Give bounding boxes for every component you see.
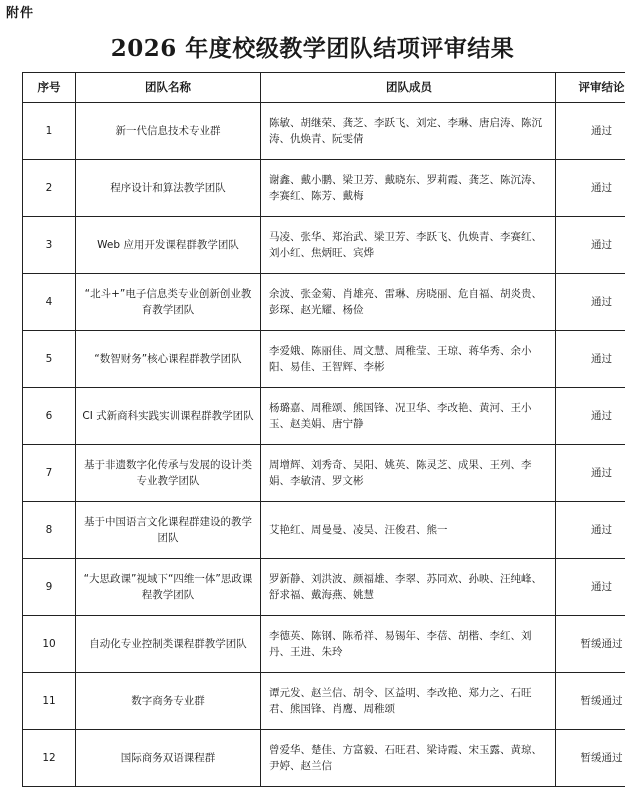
row-members: 李德英、陈钢、陈希祥、易锡年、李蓓、胡楷、李红、刘丹、王进、朱玲 [261,616,556,673]
table-row [23,730,625,787]
row-index: 8 [23,502,76,559]
row-members: 周增辉、刘秀奇、吴阳、姚英、陈灵芝、成果、王列、李娟、李敏清、罗文彬 [261,445,556,502]
row-team-name: 基于中国语言文化课程群建设的教学团队 [76,502,261,559]
row-result: 通过 [556,274,625,331]
row-index: 1 [23,103,76,160]
row-index: 12 [23,730,76,787]
row-members: 杨璐嘉、周稚颂、熊国锋、况卫华、李改艳、黄河、王小玉、赵美娟、唐宁静 [261,388,556,445]
table-row [23,217,625,274]
row-members: 谢鑫、戴小鹏、梁卫芳、戴晓东、罗莉霞、龚芝、陈沉涛、李赛红、陈芳、戴梅 [261,160,556,217]
row-index: 11 [23,673,76,730]
row-result: 通过 [556,502,625,559]
table-row [23,274,625,331]
row-index: 4 [23,274,76,331]
table-row [23,388,625,445]
row-result: 通过 [556,103,625,160]
row-team-name: “数智财务”核心课程群教学团队 [76,331,261,388]
row-result: 通过 [556,331,625,388]
row-result: 通过 [556,160,625,217]
row-index: 6 [23,388,76,445]
row-index: 3 [23,217,76,274]
row-result: 暂缓通过 [556,673,625,730]
header-team-name: 团队名称 [76,73,261,103]
header-members: 团队成员 [261,73,556,103]
row-members: 李爱娥、陈丽佳、周文慧、周稚莹、王琼、蒋华秀、余小阳、易佳、王智辉、李彬 [261,331,556,388]
row-result: 暂缓通过 [556,730,625,787]
row-result: 通过 [556,388,625,445]
attachment-label: 附件 [6,6,35,21]
header-index: 序号 [23,73,76,103]
row-index: 5 [23,331,76,388]
table-row [23,502,625,559]
table-row [23,160,625,217]
table-row [23,331,625,388]
row-team-name: 程序设计和算法教学团队 [76,160,261,217]
row-members: 余波、张金菊、肖雄亮、雷琳、房晓丽、危自福、胡炎贵、彭琛、赵光耀、杨俭 [261,274,556,331]
row-index: 7 [23,445,76,502]
row-index: 9 [23,559,76,616]
results-table [22,72,625,787]
row-members: 马凌、张华、郑治武、梁卫芳、李跃飞、仇焕青、李赛红、刘小红、焦炳旺、宾烨 [261,217,556,274]
row-index: 10 [23,616,76,673]
row-team-name: CI 式新商科实践实训课程群教学团队 [76,388,261,445]
row-result: 通过 [556,559,625,616]
table-row [23,103,625,160]
row-members: 谭元发、赵兰信、胡令、区益明、李改艳、郑力之、石旺君、熊国锋、肖鹰、周稚颂 [261,673,556,730]
row-team-name: 自动化专业控制类课程群教学团队 [76,616,261,673]
row-team-name: Web 应用开发课程群教学团队 [76,217,261,274]
table-row [23,616,625,673]
row-index: 2 [23,160,76,217]
row-team-name: 数字商务专业群 [76,673,261,730]
row-team-name: 基于非遗数字化传承与发展的设计类专业教学团队 [76,445,261,502]
row-result: 暂缓通过 [556,616,625,673]
table-row [23,559,625,616]
row-members: 艾艳红、周曼曼、凌昊、汪俊君、熊一 [261,502,556,559]
row-team-name: “北斗+”电子信息类专业创新创业教育教学团队 [76,274,261,331]
row-team-name: 国际商务双语课程群 [76,730,261,787]
row-members: 罗新静、刘洪波、颜福雄、李翠、苏同欢、孙映、汪纯峰、舒求福、戴海燕、姚慧 [261,559,556,616]
table-row [23,673,625,730]
table-header-row [23,73,625,103]
document-title: 2026 年度校级教学团队结项评审结果 [110,35,515,62]
header-result: 评审结论 [556,73,625,103]
table-row [23,445,625,502]
row-members: 曾爱华、楚佳、方富毅、石旺君、梁诗霞、宋玉露、黄琼、尹婷、赵兰信 [261,730,556,787]
row-team-name: “大思政课”视域下“四维一体”思政课程教学团队 [76,559,261,616]
row-result: 通过 [556,217,625,274]
row-team-name: 新一代信息技术专业群 [76,103,261,160]
row-members: 陈敏、胡继荣、龚芝、李跃飞、刘定、李琳、唐启涛、陈沉涛、仇焕青、阮雯倩 [261,103,556,160]
row-result: 通过 [556,445,625,502]
